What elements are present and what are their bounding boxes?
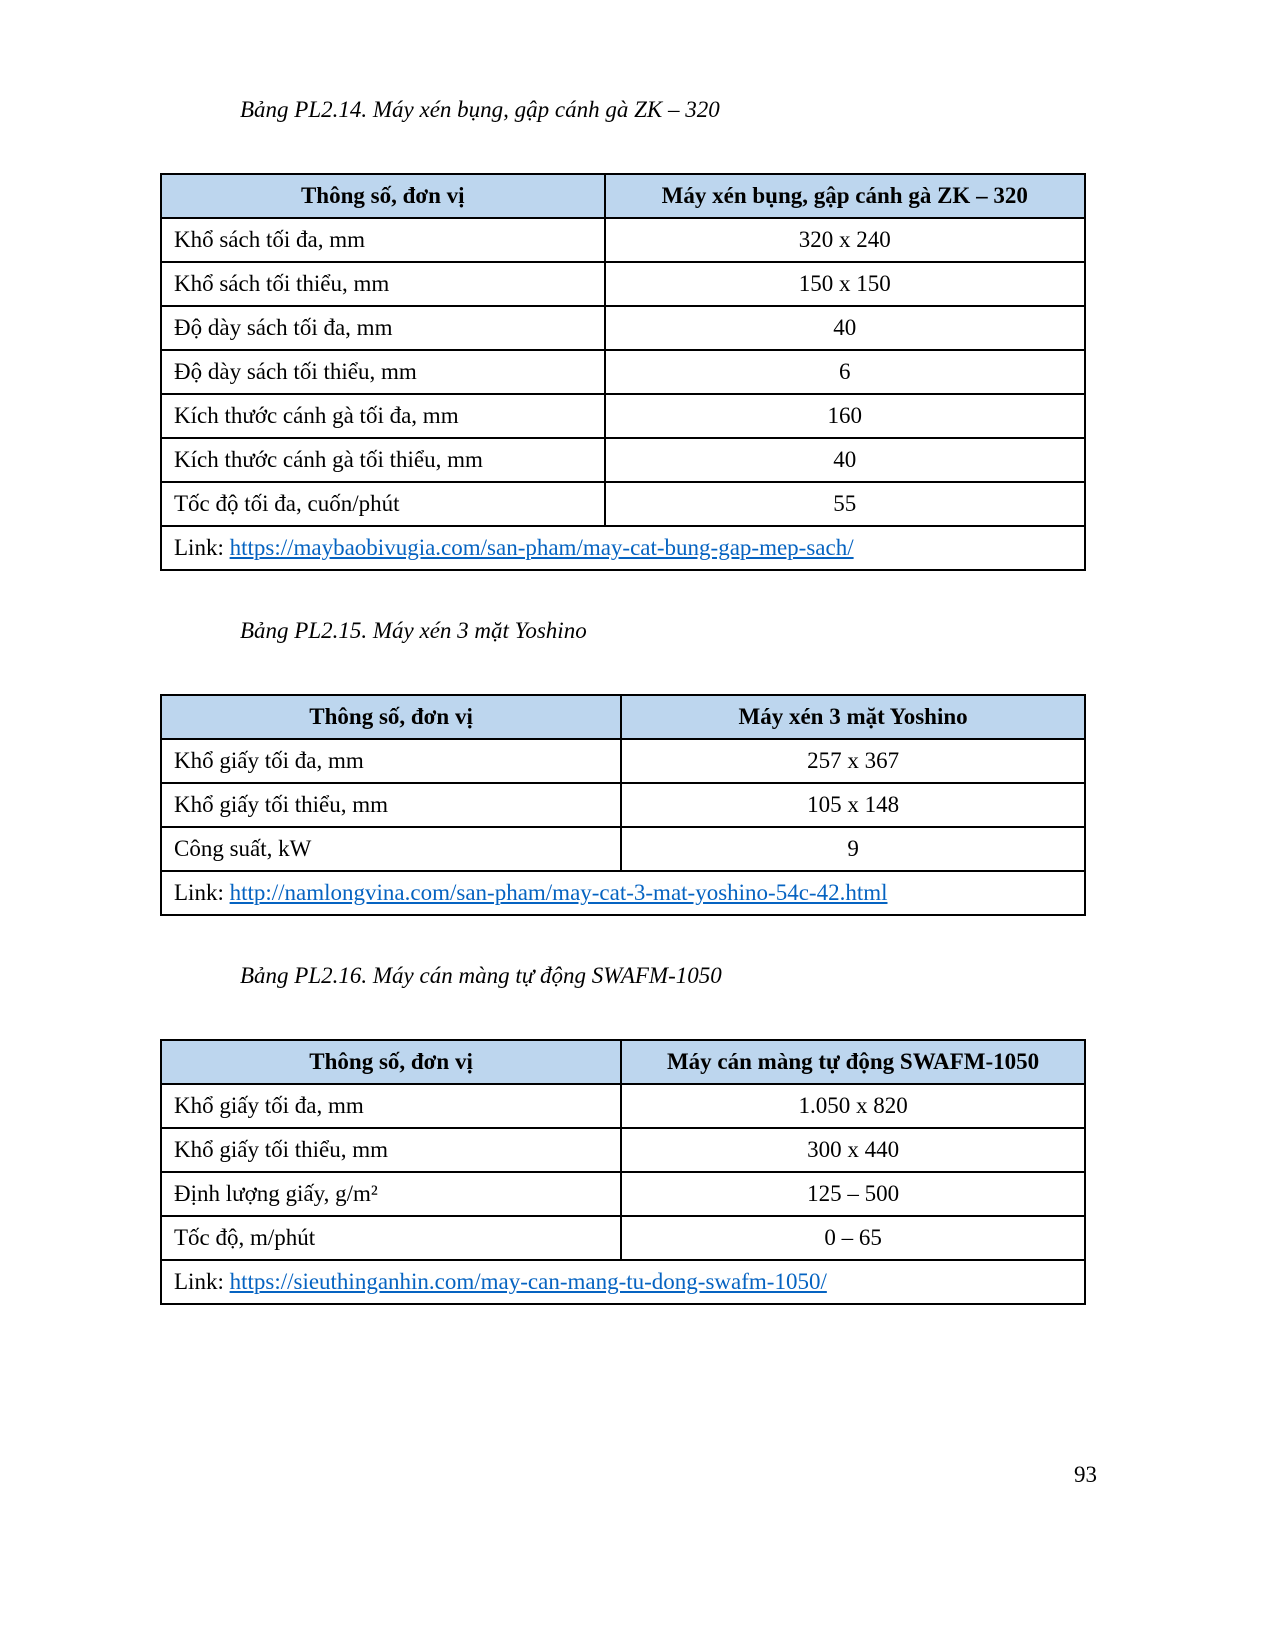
value-cell: 257 x 367 (621, 739, 1085, 783)
param-cell: Khổ giấy tối thiểu, mm (161, 783, 621, 827)
table-row (161, 783, 1085, 827)
link-cell (161, 871, 1085, 915)
value-cell: 55 (605, 482, 1085, 526)
table-row (161, 739, 1085, 783)
value-cell: 9 (621, 827, 1085, 871)
link-row (161, 1260, 1085, 1304)
param-cell: Khổ sách tối đa, mm (161, 218, 605, 262)
value-cell: 125 – 500 (621, 1172, 1085, 1216)
table-caption: Bảng PL2.16. Máy cán màng tự động SWAFM-1050 (240, 963, 722, 988)
param-cell: Khổ giấy tối đa, mm (161, 1084, 621, 1128)
param-cell: Độ dày sách tối đa, mm (161, 306, 605, 350)
table-header-row (161, 695, 1085, 739)
link-label: Link: (174, 535, 230, 560)
spec-table (160, 1039, 1086, 1305)
param-cell: Khổ sách tối thiểu, mm (161, 262, 605, 306)
value-cell: 105 x 148 (621, 783, 1085, 827)
table-row (161, 1216, 1085, 1260)
table-header-cell: Thông số, đơn vị (161, 695, 621, 739)
param-cell: Khổ giấy tối đa, mm (161, 739, 621, 783)
link-cell (161, 526, 1085, 570)
table-row (161, 827, 1085, 871)
table-header-cell: Máy cán màng tự động SWAFM-1050 (621, 1040, 1085, 1084)
table-link[interactable]: https://sieuthinganhin.com/may-can-mang-tu-dong-swafm-1050/ (229, 1269, 827, 1294)
table-row (161, 438, 1085, 482)
table-row (161, 262, 1085, 306)
param-cell: Định lượng giấy, g/m² (161, 1172, 621, 1216)
param-cell: Kích thước cánh gà tối thiểu, mm (161, 438, 605, 482)
table-link[interactable]: http://namlongvina.com/san-pham/may-cat-3-mat-yoshino-54c-42.html (229, 880, 888, 905)
table-row (161, 1128, 1085, 1172)
param-cell: Công suất, kW (161, 827, 621, 871)
value-cell: 40 (605, 306, 1085, 350)
table-row (161, 394, 1085, 438)
link-cell (161, 1260, 1085, 1304)
param-cell: Tốc độ tối đa, cuốn/phút (161, 482, 605, 526)
table-header-row (161, 1040, 1085, 1084)
table-header-cell: Máy xén bụng, gập cánh gà ZK – 320 (605, 174, 1085, 218)
table-row (161, 350, 1085, 394)
table-caption: Bảng PL2.14. Máy xén bụng, gập cánh gà ZK – 320 (240, 97, 720, 122)
table-header-cell: Máy xén 3 mặt Yoshino (621, 695, 1085, 739)
spec-table (160, 694, 1086, 916)
value-cell: 40 (605, 438, 1085, 482)
value-cell: 0 – 65 (621, 1216, 1085, 1260)
table-row (161, 218, 1085, 262)
link-label: Link: (174, 880, 230, 905)
value-cell: 6 (605, 350, 1085, 394)
value-cell: 150 x 150 (605, 262, 1085, 306)
table-header-row (161, 174, 1085, 218)
table-caption: Bảng PL2.15. Máy xén 3 mặt Yoshino (240, 618, 587, 643)
param-cell: Khổ giấy tối thiểu, mm (161, 1128, 621, 1172)
link-label: Link: (174, 1269, 230, 1294)
param-cell: Tốc độ, m/phút (161, 1216, 621, 1260)
value-cell: 320 x 240 (605, 218, 1085, 262)
table-row (161, 482, 1085, 526)
table-link[interactable]: https://maybaobivugia.com/san-pham/may-cat-bung-gap-mep-sach/ (229, 535, 854, 560)
link-row (161, 871, 1085, 915)
link-row (161, 526, 1085, 570)
table-header-cell: Thông số, đơn vị (161, 1040, 621, 1084)
param-cell: Độ dày sách tối thiểu, mm (161, 350, 605, 394)
value-cell: 300 x 440 (621, 1128, 1085, 1172)
value-cell: 160 (605, 394, 1085, 438)
spec-table (160, 173, 1086, 571)
document-content (160, 95, 1086, 1305)
param-cell: Kích thước cánh gà tối đa, mm (161, 394, 605, 438)
page-number: 93 (1074, 1462, 1097, 1487)
value-cell: 1.050 x 820 (621, 1084, 1085, 1128)
table-header-cell: Thông số, đơn vị (161, 174, 605, 218)
table-row (161, 306, 1085, 350)
table-row (161, 1172, 1085, 1216)
table-row (161, 1084, 1085, 1128)
